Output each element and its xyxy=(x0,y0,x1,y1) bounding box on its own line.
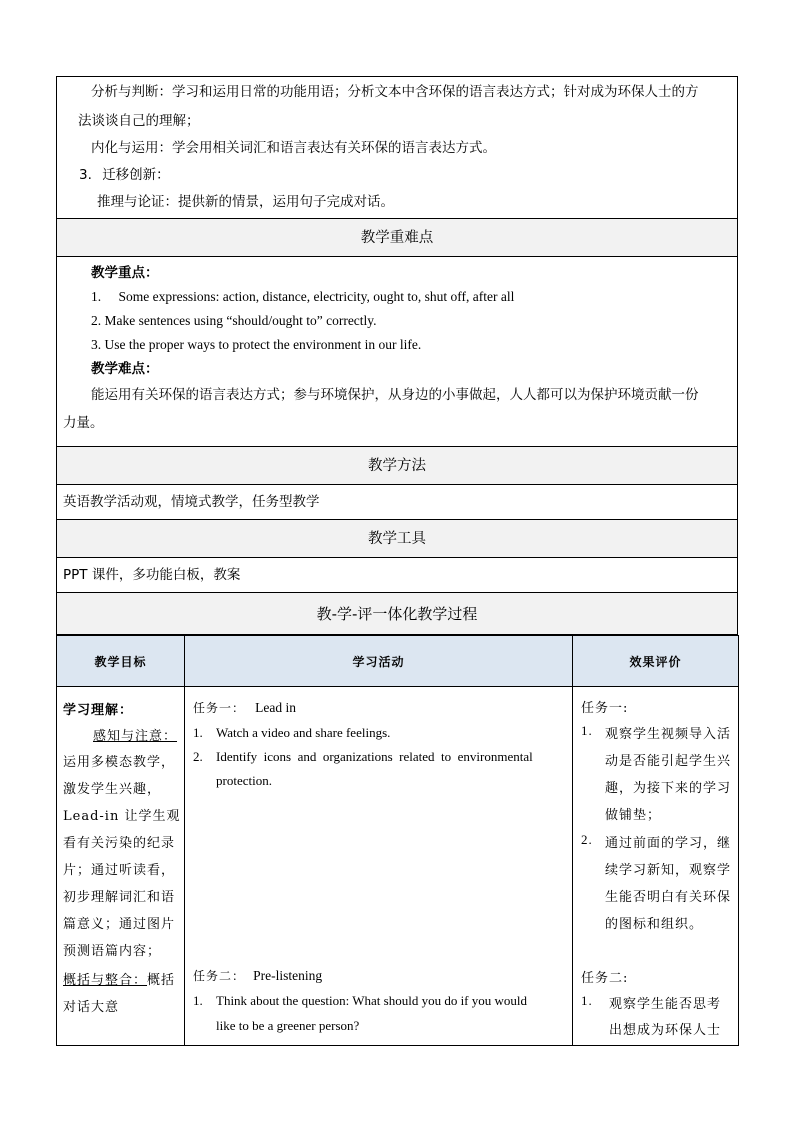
focus-item-2: 2. Make sentences using “should/ought to” correctly. xyxy=(91,313,377,328)
methods-header: 教学方法 xyxy=(56,447,738,485)
focus-item-1: 1. Some expressions: action, distance, electricity, ought to, shut off, after all xyxy=(91,289,515,304)
objectives-continuation xyxy=(56,76,738,219)
goal-line-1: 运用多模态教学， xyxy=(63,755,176,770)
task2-list-number-1: 1. xyxy=(193,993,203,1008)
task2-item-1: Think about the question: What should you do if you would xyxy=(216,993,528,1008)
table-row xyxy=(57,687,739,1046)
process-table xyxy=(56,635,739,1046)
objective-analysis-line: 分析与判断：学习和运用日常的功能用语；分析文本中含环保的语言表达方式；针对成为环保人士的方 xyxy=(91,84,699,100)
eval-1-line-3: 趣，为接下来的学习 xyxy=(605,781,732,796)
list-number: 3. xyxy=(79,167,92,183)
goal-title: 学习理解： xyxy=(63,703,134,718)
tools-text: PPT 课件，多功能白板，教案 xyxy=(56,558,738,593)
key-points-header: 教学重难点 xyxy=(56,219,738,257)
focus-label: 教学重点： xyxy=(91,265,159,281)
goal-line-5: 片；通过听读看， xyxy=(63,863,176,878)
task1-item-1: Watch a video and share feelings. xyxy=(216,725,391,740)
goal-line-3: Lead-in 让学生观 xyxy=(63,809,181,824)
eval-1-line-1: 观察学生视频导入活 xyxy=(605,727,732,742)
eval-task2-title: 任务二: xyxy=(581,971,629,986)
eval-list-number-1: 1. xyxy=(581,723,593,738)
goal-line-2: 激发学生兴趣， xyxy=(63,782,162,797)
key-points-body xyxy=(56,257,738,447)
eval-1-line-4: 做铺垫； xyxy=(605,808,662,823)
evaluation-cell xyxy=(573,687,739,1046)
eval-list-number-2: 2. xyxy=(581,832,593,847)
task1-title: 任务一： Lead in xyxy=(193,700,297,715)
task1-item-2-cont: protection. xyxy=(216,773,272,788)
goal-sub-summarize: 概括与整合： xyxy=(63,973,148,988)
eval-1-line-2: 动是否能引起学生兴 xyxy=(605,754,732,769)
eval-2-line-4: 的图标和组织。 xyxy=(605,917,704,932)
table-header-row xyxy=(57,636,739,687)
objective-analysis-line-cont: 法谈谈自己的理解； xyxy=(78,113,200,129)
col-header-evaluation: 效果评价 xyxy=(573,636,739,687)
eval-task1-title: 任务一: xyxy=(581,701,629,716)
process-header: 教-学-评一体化教学过程 xyxy=(56,593,738,635)
goal-line-8: 预测语篇内容； xyxy=(63,944,162,959)
difficulty-label: 教学难点： xyxy=(91,361,159,377)
goal-line-last: 对话大意 xyxy=(63,1000,120,1015)
transfer-innovation-line xyxy=(57,162,737,189)
eval-2-line-1: 通过前面的学习，继 xyxy=(605,836,732,851)
col-header-goals: 教学目标 xyxy=(57,636,185,687)
eval-list-number-3: 1. xyxy=(581,993,593,1008)
focus-item-3: 3. Use the proper ways to protect the environment in our life. xyxy=(91,337,422,352)
task1-list-number-2: 2. xyxy=(193,749,203,764)
task1-item-2: Identify icons and organizations related to environmental xyxy=(216,749,533,764)
objective-reasoning-line: 推理与论证：提供新的情景，运用句子完成对话。 xyxy=(97,194,394,210)
goal-line-4: 看有关污染的纪录 xyxy=(63,836,176,851)
tools-header: 教学工具 xyxy=(56,520,738,558)
task1-list-number-1: 1. xyxy=(193,725,203,740)
eval-2-line-3: 生能否明白有关环保 xyxy=(605,890,732,905)
goal-line-7: 篇意义；通过图片 xyxy=(63,917,176,932)
transfer-innovation-label: 迁移创新： xyxy=(102,167,170,183)
lesson-plan-page xyxy=(56,76,738,1046)
goal-sub-perception: 感知与注意： xyxy=(93,729,178,744)
task2-item-1-cont: like to be a greener person? xyxy=(216,1018,360,1033)
activities-cell xyxy=(185,687,573,1046)
objective-internalize-line: 内化与运用：学会用相关词汇和语言表达有关环保的语言表达方式。 xyxy=(91,140,496,156)
task2-title: 任务二： Pre-listening xyxy=(193,968,323,983)
goals-cell: 学习理解： 感知与注意： 运用多模态教学， 激发学生兴趣， Lead-in 让学生观 看有关污染的纪录 片；通过听读看， 初步理解词汇和语 篇意义；通过图片 预测语篇内容； 概括与整合：概括 对话大意 xyxy=(57,687,185,1046)
difficulty-line-cont: 力量。 xyxy=(63,415,104,431)
eval-3-line-1: 观察学生能否思考 xyxy=(609,997,722,1012)
eval-2-line-2: 续学习新知，观察学 xyxy=(605,863,732,878)
methods-text: 英语教学活动观，情境式教学，任务型教学 xyxy=(56,485,738,520)
col-header-activities: 学习活动 xyxy=(185,636,573,687)
eval-3-line-2: 出想成为环保人士 xyxy=(609,1023,722,1038)
difficulty-line: 能运用有关环保的语言表达方式；参与环境保护，从身边的小事做起，人人都可以为保护环境贡献一份 xyxy=(91,387,699,403)
goal-line-6: 初步理解词汇和语 xyxy=(63,890,176,905)
